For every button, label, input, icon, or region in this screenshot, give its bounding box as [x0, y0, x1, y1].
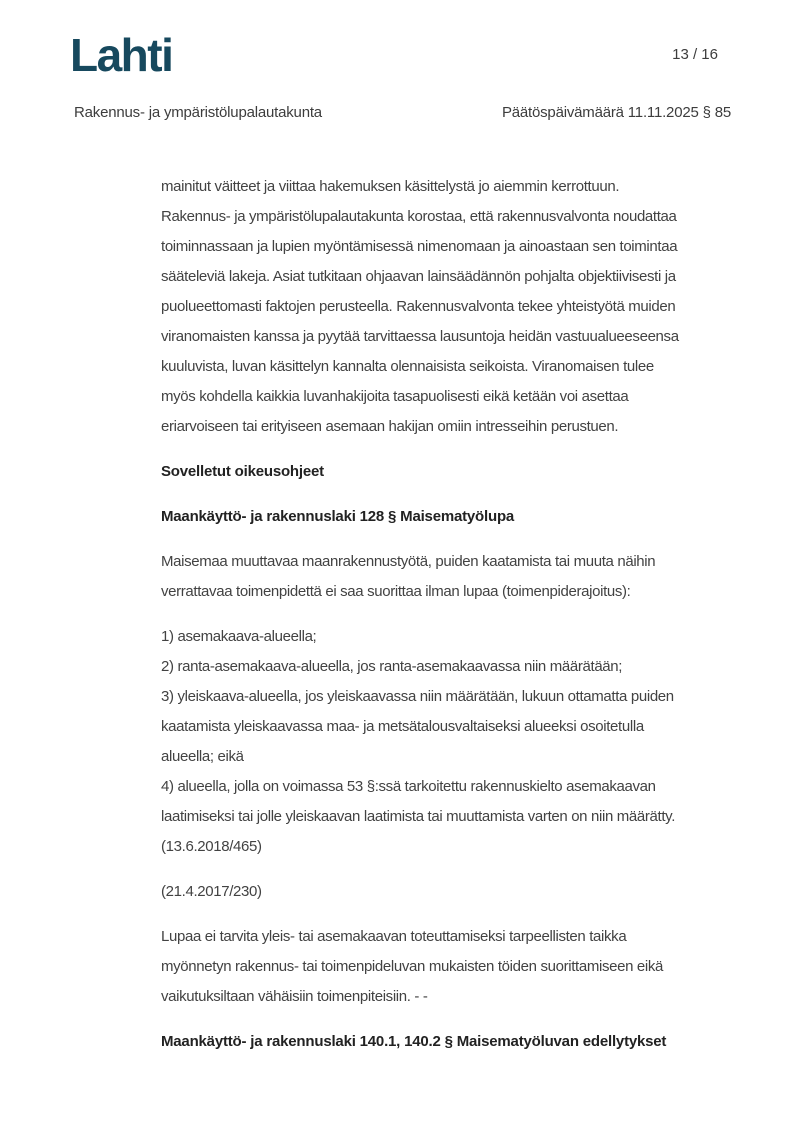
text-line: Maankäyttö- ja rakennuslaki 140.1, 140.2 § Maisematyöluvan edellytykset	[161, 1033, 667, 1050]
paragraph	[161, 622, 736, 862]
text-line: mainitut väitteet ja viittaa hakemuksen käsittelystä jo aiemmin kerrottuun.	[161, 178, 620, 195]
text-line: puolueettomasti faktojen perusteella. Rakennusvalvonta tekee yhteistyötä muiden	[161, 298, 676, 315]
text-line: sääteleviä lakeja. Asiat tutkitaan ohjaavan lainsäädännön pohjalta objektiivisesti ja	[161, 268, 676, 285]
text-line: Maankäyttö- ja rakennuslaki 128 § Maisematyölupa	[161, 508, 515, 525]
text-line: Lupaa ei tarvita yleis- tai asemakaavan toteuttamiseksi tarpeellisten taikka	[161, 928, 627, 945]
text-line: viranomaisten kanssa ja pyytää tarvittaessa lausuntoja heidän vastuualueeseensa	[161, 328, 679, 345]
text-line: eriarvoiseen tai erityiseen asemaan hakijan omiin intresseihin perustuen.	[161, 418, 619, 435]
section-heading	[161, 502, 736, 532]
text-line: laatimiseksi tai jolle yleiskaavan laatimista tai muuttamista varten on niin määrätty.	[161, 808, 676, 825]
text-line: myönnetyn rakennus- tai toimenpideluvan mukaisten töiden suorittamiseen eikä	[161, 958, 664, 975]
lahti-logo: Lahti	[70, 29, 173, 81]
text-line: 1) asemakaava-alueella;	[161, 628, 317, 645]
header-decision-date: Päätöspäivämäärä 11.11.2025 § 85	[501, 104, 731, 121]
text-line: Sovelletut oikeusohjeet	[161, 463, 324, 480]
page-number: 13 / 16	[672, 46, 718, 63]
text-line: 3) yleiskaava-alueella, jos yleiskaavassa niin määrätään, lukuun ottamatta puiden	[161, 688, 674, 705]
text-line: myös kohdella kaikkia luvanhakijoita tasapuolisesti eikä ketään voi asettaa	[161, 388, 629, 405]
text-line: kuuluvista, luvan käsittelyn kannalta olennaisista seikoista. Viranomaisen tulee	[161, 358, 654, 375]
text-line: Rakennus- ja ympäristölupalautakunta korostaa, että rakennusvalvonta noudattaa	[161, 208, 677, 225]
text-line: 4) alueella, jolla on voimassa 53 §:ssä tarkoitettu rakennuskielto asemakaavan	[161, 778, 656, 795]
text-line: toiminnassaan ja lupien myöntämisessä nimenomaan ja ainoastaan sen toimintaa	[161, 238, 678, 255]
paragraph	[161, 547, 736, 607]
text-line: Maisemaa muuttavaa maanrakennustyötä, puiden kaatamista tai muuta näihin	[161, 553, 656, 570]
document-header	[74, 104, 731, 121]
text-line: kaatamista yleiskaavassa maa- ja metsätalousvaltaiseksi alueeksi osoitetulla	[161, 718, 644, 735]
text-line: (21.4.2017/230)	[161, 883, 262, 900]
section-heading	[161, 457, 736, 487]
paragraph	[161, 172, 736, 442]
paragraph	[161, 877, 736, 907]
document-body	[161, 172, 736, 1072]
text-line: verrattavaa toimenpidettä ei saa suorittaa ilman lupaa (toimenpiderajoitus):	[161, 583, 631, 600]
text-line: 2) ranta-asemakaava-alueella, jos ranta-asemakaavassa niin määrätään;	[161, 658, 623, 675]
text-line: alueella; eikä	[161, 748, 244, 765]
header-committee-name: Rakennus- ja ympäristölupalautakunta	[74, 104, 322, 121]
paragraph	[161, 922, 736, 1012]
text-line: vaikutuksiltaan vähäisiin toimenpiteisiin. - -	[161, 988, 428, 1005]
text-line: (13.6.2018/465)	[161, 838, 262, 855]
section-heading	[161, 1027, 736, 1057]
